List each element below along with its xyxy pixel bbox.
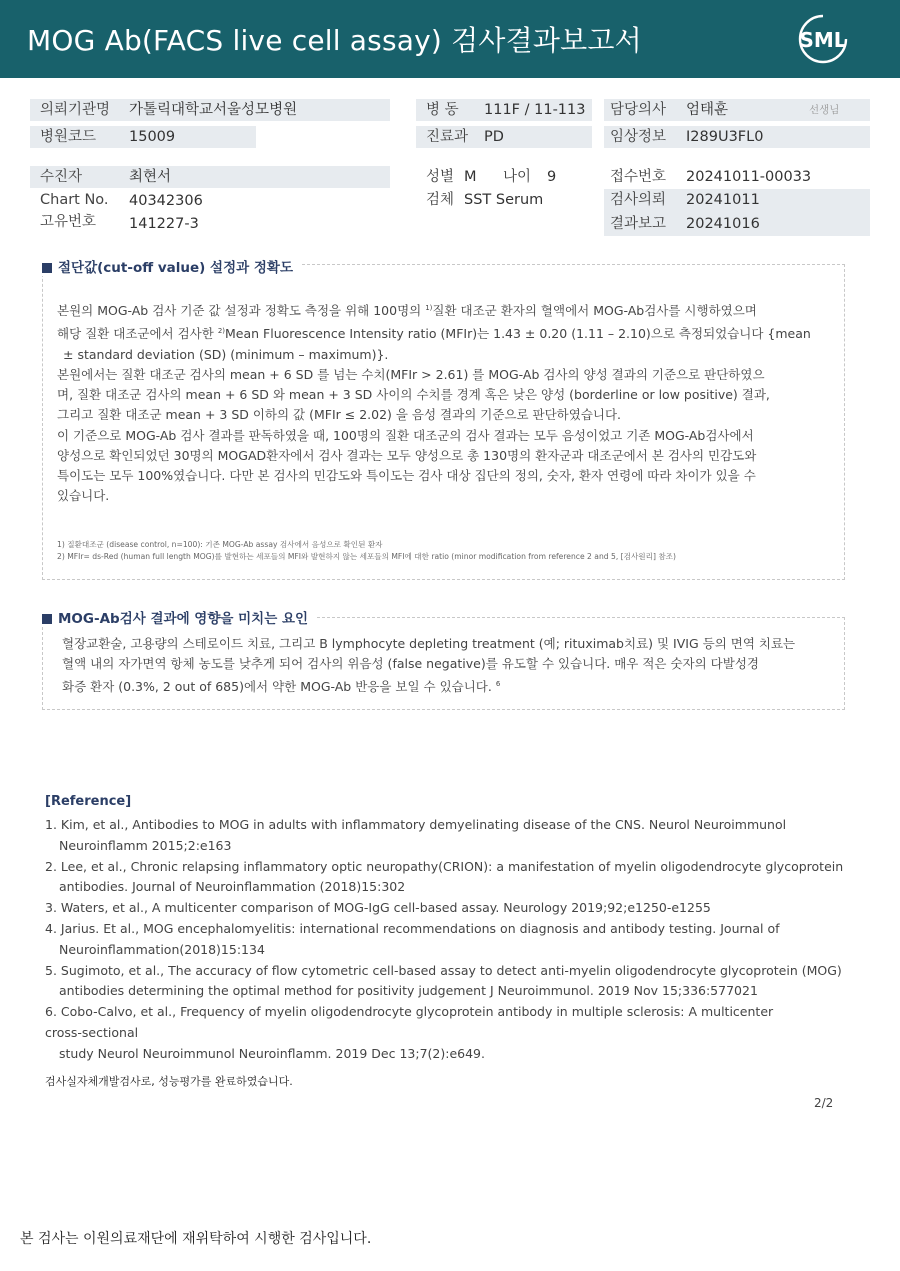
reference-item: antibodies determining the optimal method for positivity judgement J Neuroimmunol. 2019 Nov 15;336:577021 <box>59 983 758 999</box>
reference-item: Neuroinflamm 2015;2:e163 <box>59 837 232 853</box>
patient-label: 수진자 <box>40 169 83 185</box>
reference-item: antibodies. Journal of Neuroinflammation (2018)15:302 <box>59 879 406 895</box>
text-line: 혈장교환술, 고용량의 스테로이드 치료, 그리고 B lymphocyte depleting treatment (예; rituximab치료) 및 IVIG 등의 면역 치료는 <box>62 636 796 651</box>
cutoff-section-title <box>42 256 301 276</box>
institution-value: 가톨릭대학교서울성모병원 <box>129 102 298 118</box>
chart-label: Chart No. <box>40 192 109 208</box>
text-line: Mean Fluorescence Intensity ratio (MFIr)는 1.43 ± 0.20 (1.11 – 2.10)으로 측정되었습니다 {mean <box>225 326 811 342</box>
text-line: 있습니다. <box>57 488 110 504</box>
sex-value: M <box>464 169 477 185</box>
reference-item: Neuroinflammation(2018)15:134 <box>59 941 265 957</box>
factors-title-text: MOG-Ab검사 결과에 영향을 미치는 요인 <box>58 611 309 627</box>
reference-heading: [Reference] <box>45 794 132 809</box>
footnote-1: 1) 질환대조군 (disease control, n=100): 기존 MOG-Ab assay 검사에서 음성으로 확인된 환자 <box>57 540 383 549</box>
text-line: 특이도는 모두 100%였습니다. 다만 본 검사의 민감도와 특이도는 검사 대상 집단의 정의, 숫자, 환자 연령에 따라 차이가 있을 수 <box>57 467 756 483</box>
text-line: 화증 환자 (0.3%, 2 out of 685)에서 약한 MOG-Ab 반응을 보일 수 있습니다. <box>62 679 492 695</box>
text-line: 혈액 내의 자가면역 항체 농도를 낮추게 되어 검사의 위음성 (false negative)를 유도할 수 있습니다. 매우 적은 숫자의 다발성경 <box>62 656 759 672</box>
reference-item: 2. Lee, et al., Chronic relapsing inflammatory optic neuropathy(CRION): a manifestation of myelin oligodendrocyte glycoprotein <box>45 858 844 874</box>
text-line: 본원의 MOG-Ab 검사 기준 값 설정과 정확도 측정을 위해 100명의 <box>57 303 422 319</box>
receipt-value: 20241011-00033 <box>686 169 812 185</box>
cutoff-title-text: 절단값(cut-off value) 설정과 정확도 <box>58 260 293 276</box>
report-value: 20241016 <box>686 216 760 232</box>
patient-value: 최현서 <box>129 169 172 185</box>
logo-text: SML <box>799 28 847 52</box>
doctor-value: 엄태훈 <box>686 102 729 118</box>
chart-value: 40342306 <box>129 193 203 209</box>
info-bar <box>30 166 390 188</box>
specimen-label: 검체 <box>426 192 455 208</box>
factors-paragraph <box>62 634 837 698</box>
report-title: MOG Ab(FACS live cell assay) 검사결과보고서 <box>27 24 642 57</box>
reference-item: 1. Kim, et al., Antibodies to MOG in adults with inflammatory demyelinating disease of the CNS. Neurol Neuroimmunol <box>45 817 787 832</box>
age-value: 9 <box>547 169 557 185</box>
text-line: 해당 질환 대조군에서 검사한 <box>57 326 214 342</box>
department-label: 진료과 <box>426 129 469 145</box>
doctor-label: 담당의사 <box>610 102 667 118</box>
institution-label: 의뢰기관명 <box>40 102 111 118</box>
validation-note: 검사실자체개발검사로, 성능평가를 완료하였습니다. <box>45 1075 293 1088</box>
footnote-ref: 2) <box>217 327 225 336</box>
sex-label: 성별 <box>426 169 455 185</box>
unique-value: 141227-3 <box>129 216 199 232</box>
text-line: 그리고 질환 대조군 mean + 3 SD 이하의 값 (MFIr ≤ 2.02) 을 음성 결과의 기준으로 판단하였습니다. <box>57 407 622 423</box>
report-label: 결과보고 <box>610 216 667 232</box>
unique-label: 고유번호 <box>40 214 97 230</box>
hospital-code-label: 병원코드 <box>40 129 97 145</box>
text-line: 이 기준으로 MOG-Ab 검사 결과를 판독하였을 때, 100명의 질환 대조군의 검사 결과는 모두 음성이었고 기존 MOG-Ab검사에서 <box>57 427 754 443</box>
clinical-value: I289U3FL0 <box>686 129 764 145</box>
footnote-2: 2) MFIr= ds-Red (human full length MOG)를 발현하는 세포들의 MFI와 발현하지 않는 세포들의 MFI에 대한 ratio (minor modification from reference 2 and 5, [검사원리] 참조) <box>57 552 676 561</box>
text-line: ± standard deviation (SD) (minimum – maximum)}. <box>63 346 389 362</box>
reference-item: 3. Waters, et al., A multicenter comparison of MOG-IgG cell-based assay. Neurology 2019;92;e1250-e1255 <box>45 900 711 916</box>
square-bullet-icon <box>42 614 52 624</box>
footnote-ref: 6 <box>495 680 501 689</box>
reference-item: study Neurol Neuroimmunol Neuroinflamm. 2019 Dec 13;7(2):e649. <box>59 1045 485 1061</box>
text-line: 질환 대조군 환자의 혈액에서 MOG-Ab검사를 시행하였으며 <box>432 303 757 319</box>
ward-label: 병 동 <box>426 102 459 118</box>
specimen-value: SST Serum <box>464 192 544 208</box>
footnote-ref: 1) <box>425 304 433 312</box>
clinical-label: 임상정보 <box>610 129 667 145</box>
hospital-code-value: 15009 <box>129 129 176 145</box>
outsourcing-note: 본 검사는 이원의료재단에 재위탁하여 시행한 검사입니다. <box>20 1231 372 1247</box>
factors-section-title <box>42 607 316 627</box>
text-line: 며, 질환 대조군 검사의 mean + 6 SD 와 mean + 3 SD 사이의 수치를 경계 혹은 낮은 양성 (borderline or low positive) 결과, <box>57 387 770 403</box>
text-line: 양성으로 확인되었던 30명의 MOGAD환자에서 검사 결과는 모두 양성으로 총 130명의 환자군과 대조군에서 본 검사의 민감도와 <box>57 447 757 463</box>
square-bullet-icon <box>42 263 52 273</box>
cutoff-paragraph <box>57 298 837 506</box>
reference-list <box>45 815 845 1065</box>
doctor-suffix: 선생님 <box>809 104 840 116</box>
receipt-label: 접수번호 <box>610 169 667 185</box>
reference-item: 6. Cobo-Calvo, et al., Frequency of myelin oligodendrocyte glycoprotein antibody in multiple sclerosis: A multicenter <box>45 1004 774 1020</box>
department-value: PD <box>484 129 504 145</box>
text-line: 본원에서는 질환 대조군 검사의 mean + 6 SD 를 넘는 수치(MFIr > 2.61) 를 MOG-Ab 검사의 양성 결과의 기준으로 판단하였으 <box>57 366 765 382</box>
report-header <box>0 0 900 78</box>
request-label: 검사의뢰 <box>610 192 667 208</box>
sml-logo <box>794 12 852 66</box>
request-value: 20241011 <box>686 192 760 208</box>
age-label: 나이 <box>503 169 532 185</box>
reference-item: cross-sectional <box>45 1024 139 1040</box>
reference-item: 4. Jarius. Et al., MOG encephalomyelitis: international recommendations on diagnosis and antibody testing. Journal of <box>45 920 780 936</box>
ward-value: 111F / 11-113 <box>484 102 586 118</box>
reference-item: 5. Sugimoto, et al., The accuracy of flow cytometric cell-based assay to detect anti-myelin oligodendrocyte glycoprotein (MOG) <box>45 962 842 978</box>
page-number: 2/2 <box>814 1096 834 1110</box>
